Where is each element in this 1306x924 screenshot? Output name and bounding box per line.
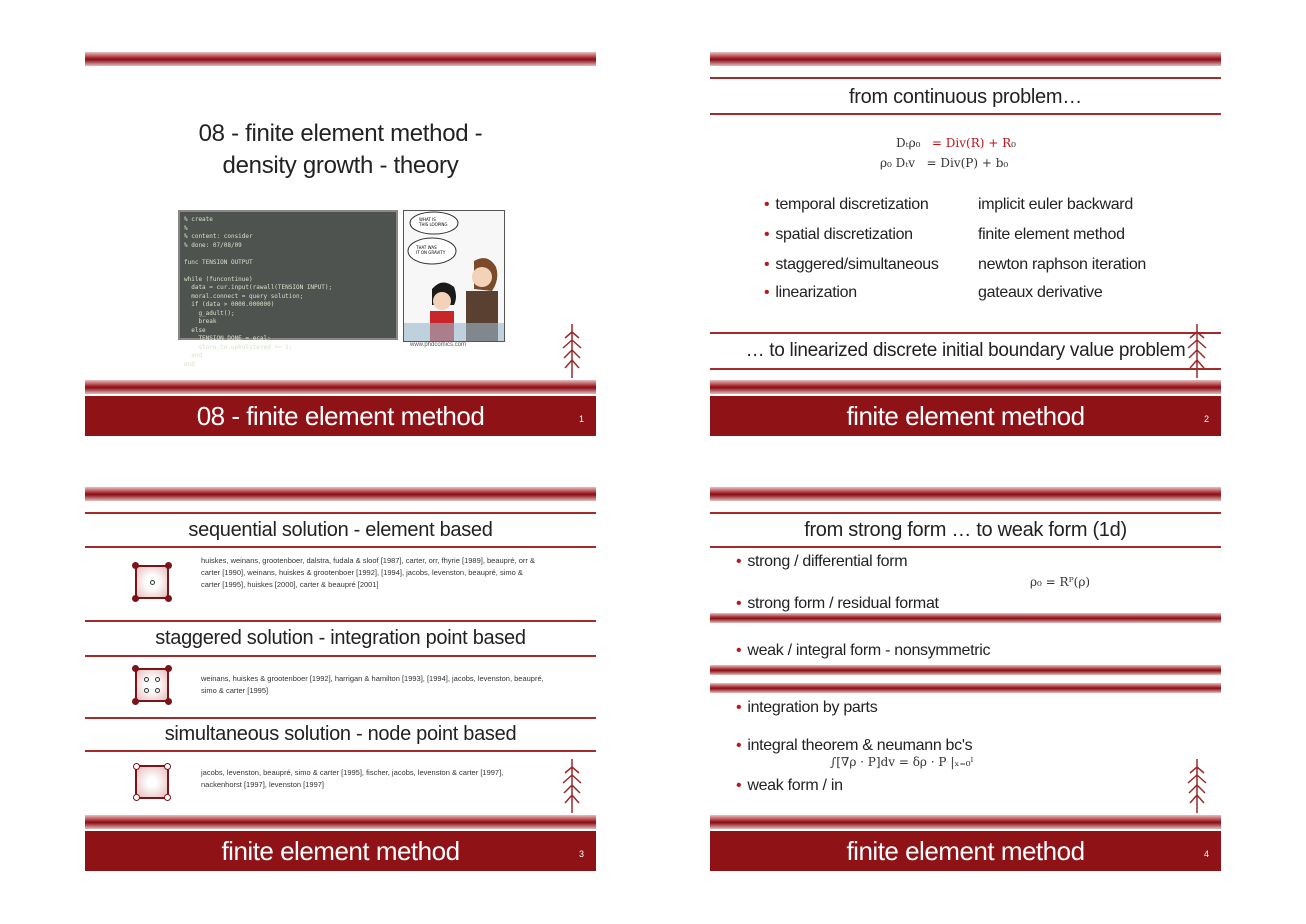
page-number: 2 xyxy=(1203,414,1209,424)
svg-text:IT ON GRAVITY: IT ON GRAVITY xyxy=(416,250,446,255)
weak-form-equation: ∫[∇ρ · P]dv = δρ · P |ₓ₌₀ˡ xyxy=(830,755,974,769)
list-item: • strong form / residual format xyxy=(736,595,939,612)
comic-credit: www.phdcomics.com xyxy=(410,342,467,348)
slide-2 xyxy=(710,50,1221,436)
divider xyxy=(85,620,596,622)
divider xyxy=(710,546,1221,548)
page-number: 1 xyxy=(578,414,584,424)
title-line-2: density growth - theory xyxy=(222,152,459,179)
list-item: • weak form / in xyxy=(736,777,843,794)
list-item: • linearization xyxy=(764,284,857,301)
tree-logo-icon xyxy=(1186,322,1208,380)
section-heading: staggered solution - integration point based xyxy=(155,627,526,649)
list-item: • integration by parts xyxy=(736,699,878,716)
slide-4 xyxy=(710,485,1221,871)
row-left: linearization xyxy=(775,284,857,301)
top-band xyxy=(85,52,596,66)
list-item: • strong / differential form xyxy=(736,553,908,570)
band xyxy=(710,665,1221,675)
equation-1: Dₜρ₀ = Div(R) + R₀ xyxy=(896,136,1016,150)
tree-logo-icon xyxy=(1186,757,1208,815)
tree-logo-icon xyxy=(561,757,583,815)
slide-footer: 08 - finite element method xyxy=(85,396,596,436)
slide-heading: from continuous problem… xyxy=(849,86,1082,108)
section-heading: simultaneous solution - node point based xyxy=(164,723,517,745)
strong-form-equation: ρ₀ = Rᴾ(ρ) xyxy=(1030,575,1091,589)
page-number: 3 xyxy=(578,849,584,859)
row-left: spatial discretization xyxy=(775,226,913,243)
page-number: 4 xyxy=(1203,849,1209,859)
integration-point-diagram xyxy=(135,668,169,702)
reference-text: huiskes, weinans, grootenboer, dalstra, fudala & sloof [1987], carter, orr, fhyrie [1989], beaupré, orr & carter [1990], weinans, huiskes & grootenboer [1992], [1994], jacobs, levenston, beaupré, simo & carter [1995], huiskes [2000], carter & beaupré [2001] xyxy=(201,556,535,589)
bottom-band xyxy=(85,380,596,394)
divider xyxy=(710,77,1221,79)
svg-text:THAT WAS: THAT WAS xyxy=(416,245,437,250)
code-image: % create % % content: consider % done: 07/08/09 func TENSION OUTPUT while (funcontinue) data = cur.input(rawall(TENSION INPUT); moral.connect = query solution; if (data > 0000.000000) g_adult(); break else TENSION DONE = ecal; store.to.upholstered += 1; end end xyxy=(178,210,398,340)
bullet-text: weak form / in xyxy=(747,777,843,794)
slide-3 xyxy=(85,485,596,871)
slide-footer: finite element method xyxy=(710,831,1221,871)
slide-title xyxy=(85,118,596,182)
divider xyxy=(710,368,1221,370)
comic-image xyxy=(403,210,505,342)
divider xyxy=(85,717,596,719)
top-band xyxy=(710,52,1221,66)
divider xyxy=(710,113,1221,115)
bottom-band xyxy=(710,380,1221,394)
equation-2: ρ₀ Dₜv = Div(P) + b₀ xyxy=(880,156,1009,170)
reference-text: jacobs, levenston, beaupré, simo & carter [1995], fischer, jacobs, levenston & carter [1997], nackenhorst [1997], levenston [1997] xyxy=(201,768,504,789)
list-item-value: gateaux derivative xyxy=(978,284,1103,301)
list-item: • temporal discretization xyxy=(764,196,929,213)
divider xyxy=(85,655,596,657)
title-line-1: 08 - finite element method - xyxy=(198,120,483,147)
divider xyxy=(85,546,596,548)
top-band xyxy=(85,487,596,501)
slide-heading: from strong form … to weak form (1d) xyxy=(804,519,1127,541)
list-item-value: newton raphson iteration xyxy=(978,256,1147,273)
node-point-diagram xyxy=(135,765,169,799)
bullet-text: strong form / residual format xyxy=(747,595,939,612)
svg-text:THIS LOOPING: THIS LOOPING xyxy=(419,222,448,227)
divider xyxy=(710,512,1221,514)
eq2-left: ρ₀ D xyxy=(880,156,906,170)
reference-text: weinans, huiskes & grootenboer [1992], harrigan & hamilton [1993], [1994], jacobs, levenston, beaupré, simo & carter [1995] xyxy=(201,674,544,695)
row-left: temporal discretization xyxy=(775,196,929,213)
tree-logo-icon xyxy=(561,322,583,380)
top-band xyxy=(710,487,1221,501)
list-item: • spatial discretization xyxy=(764,226,913,243)
divider xyxy=(85,512,596,514)
bullet-text: strong / differential form xyxy=(747,553,908,570)
list-item-value: implicit euler backward xyxy=(978,196,1133,213)
divider xyxy=(85,750,596,752)
list-item: • staggered/simultaneous xyxy=(764,256,939,273)
bullet-text: integration by parts xyxy=(747,699,878,716)
slide-footer: finite element method xyxy=(85,831,596,871)
bullet-text: weak / integral form - nonsymmetric xyxy=(747,642,991,659)
list-item: • weak / integral form - nonsymmetric xyxy=(736,642,991,659)
element-diagram xyxy=(135,565,169,599)
list-item: • integral theorem & neumann bc's xyxy=(736,737,973,754)
list-item-value: finite element method xyxy=(978,226,1125,243)
row-left: staggered/simultaneous xyxy=(775,256,939,273)
divider xyxy=(710,332,1221,334)
bottom-heading: … to linearized discrete initial boundary value problem xyxy=(745,340,1186,361)
band xyxy=(710,683,1221,693)
eq1-left: D xyxy=(896,136,906,150)
slide-footer: finite element method xyxy=(710,396,1221,436)
band xyxy=(710,613,1221,623)
bottom-band xyxy=(85,815,596,829)
slide-1 xyxy=(85,50,596,436)
eq2-right: = Div(P) + b xyxy=(926,156,1004,170)
bullet-text: integral theorem & neumann bc's xyxy=(747,737,973,754)
bottom-band xyxy=(710,815,1221,829)
eq1-right: = Div(R) + R xyxy=(931,136,1012,150)
section-heading: sequential solution - element based xyxy=(188,519,493,541)
svg-text:WHAT IS: WHAT IS xyxy=(419,217,436,222)
